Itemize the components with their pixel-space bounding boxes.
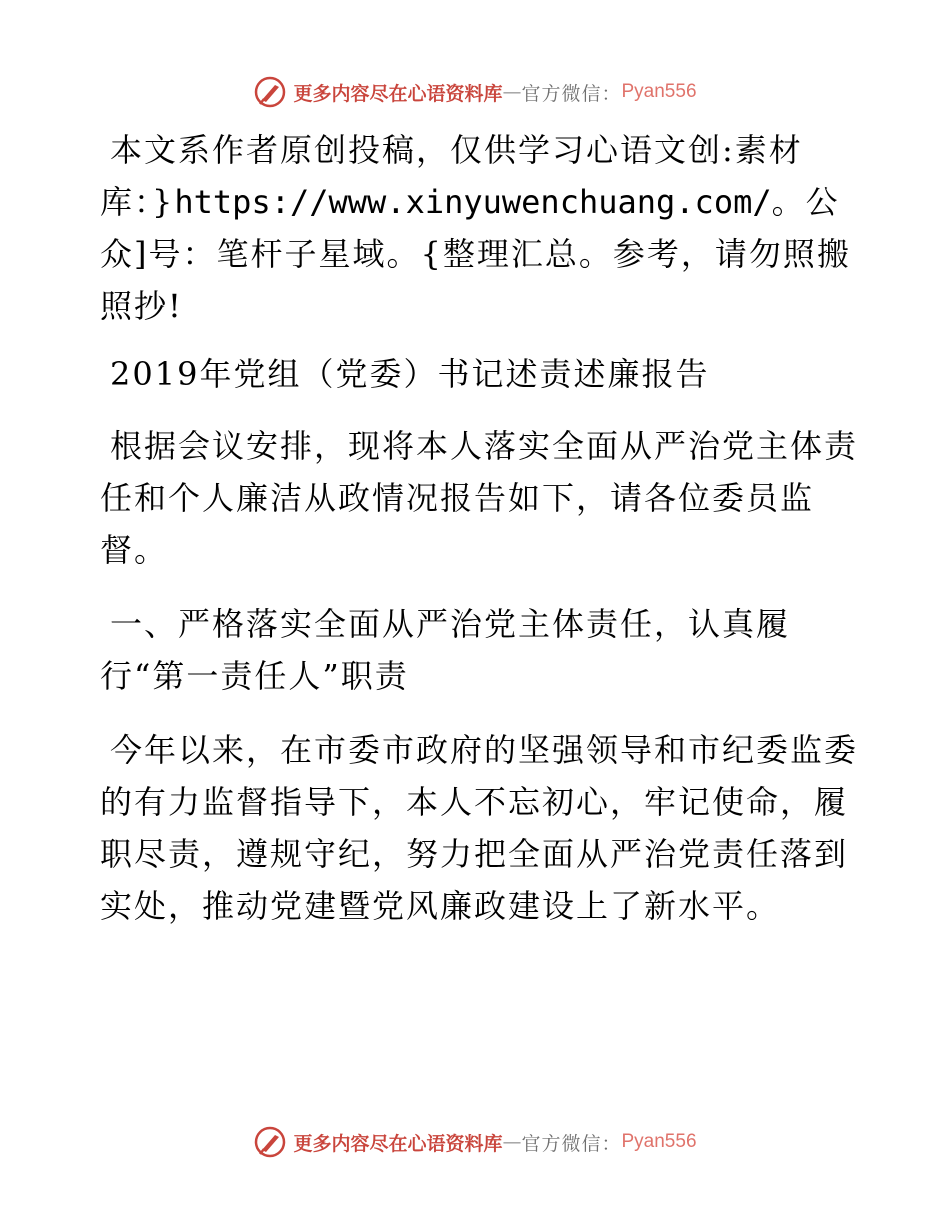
intro-paragraph <box>100 124 860 332</box>
body-paragraph-2: 今年以来，在市委市政府的坚强领导和市纪委监委的有力监督指导下，本人不忘初心，牢记使命，履职尽责，遵规守纪，努力把全面从严治党责任落到实处，推动党建暨党风廉政建设上了新水平。 <box>100 731 859 925</box>
banner-wechat-id: Pyan556 <box>621 81 697 102</box>
intro-url: https://www.xinyuwenchuang.com/ <box>174 183 772 221</box>
footer-banner <box>0 1122 950 1162</box>
quill-logo-icon <box>253 75 287 109</box>
intro-text-end: 。公众]号：笔杆子星域。{整理汇总。参考，请勿照搬照抄! <box>100 183 851 325</box>
body-paragraph-1: 根据会议安排，现将本人落实全面从严治党主体责任和个人廉洁从政情况报告如下，请各位委员监督。 <box>100 427 859 569</box>
banner-wechat-label: 官方微信： <box>521 82 622 105</box>
section-heading-1-line-2: 行“第一责任人”职责 <box>100 657 409 695</box>
banner-dash: — <box>502 81 522 103</box>
banner-dash: — <box>502 1131 522 1153</box>
quill-logo-icon <box>253 1125 287 1159</box>
header-banner <box>0 72 950 112</box>
document-body <box>100 124 860 932</box>
section-heading-1 <box>100 598 860 702</box>
banner-brand-text: 更多内容尽在心语资料库 <box>293 1132 503 1155</box>
document-title: 2019年党组（党委）书记述责述廉报告 <box>110 355 710 393</box>
banner-brand-text: 更多内容尽在心语资料库 <box>293 82 503 105</box>
intro-text-start: 本文系作者原创投稿，仅供学习心语文创:素材库：} <box>100 131 803 221</box>
section-heading-1-line-1: 一、严格落实全面从严治党主体责任，认真履 <box>110 605 791 643</box>
banner-wechat-id: Pyan556 <box>621 1131 697 1152</box>
banner-wechat-label: 官方微信： <box>521 1132 622 1155</box>
